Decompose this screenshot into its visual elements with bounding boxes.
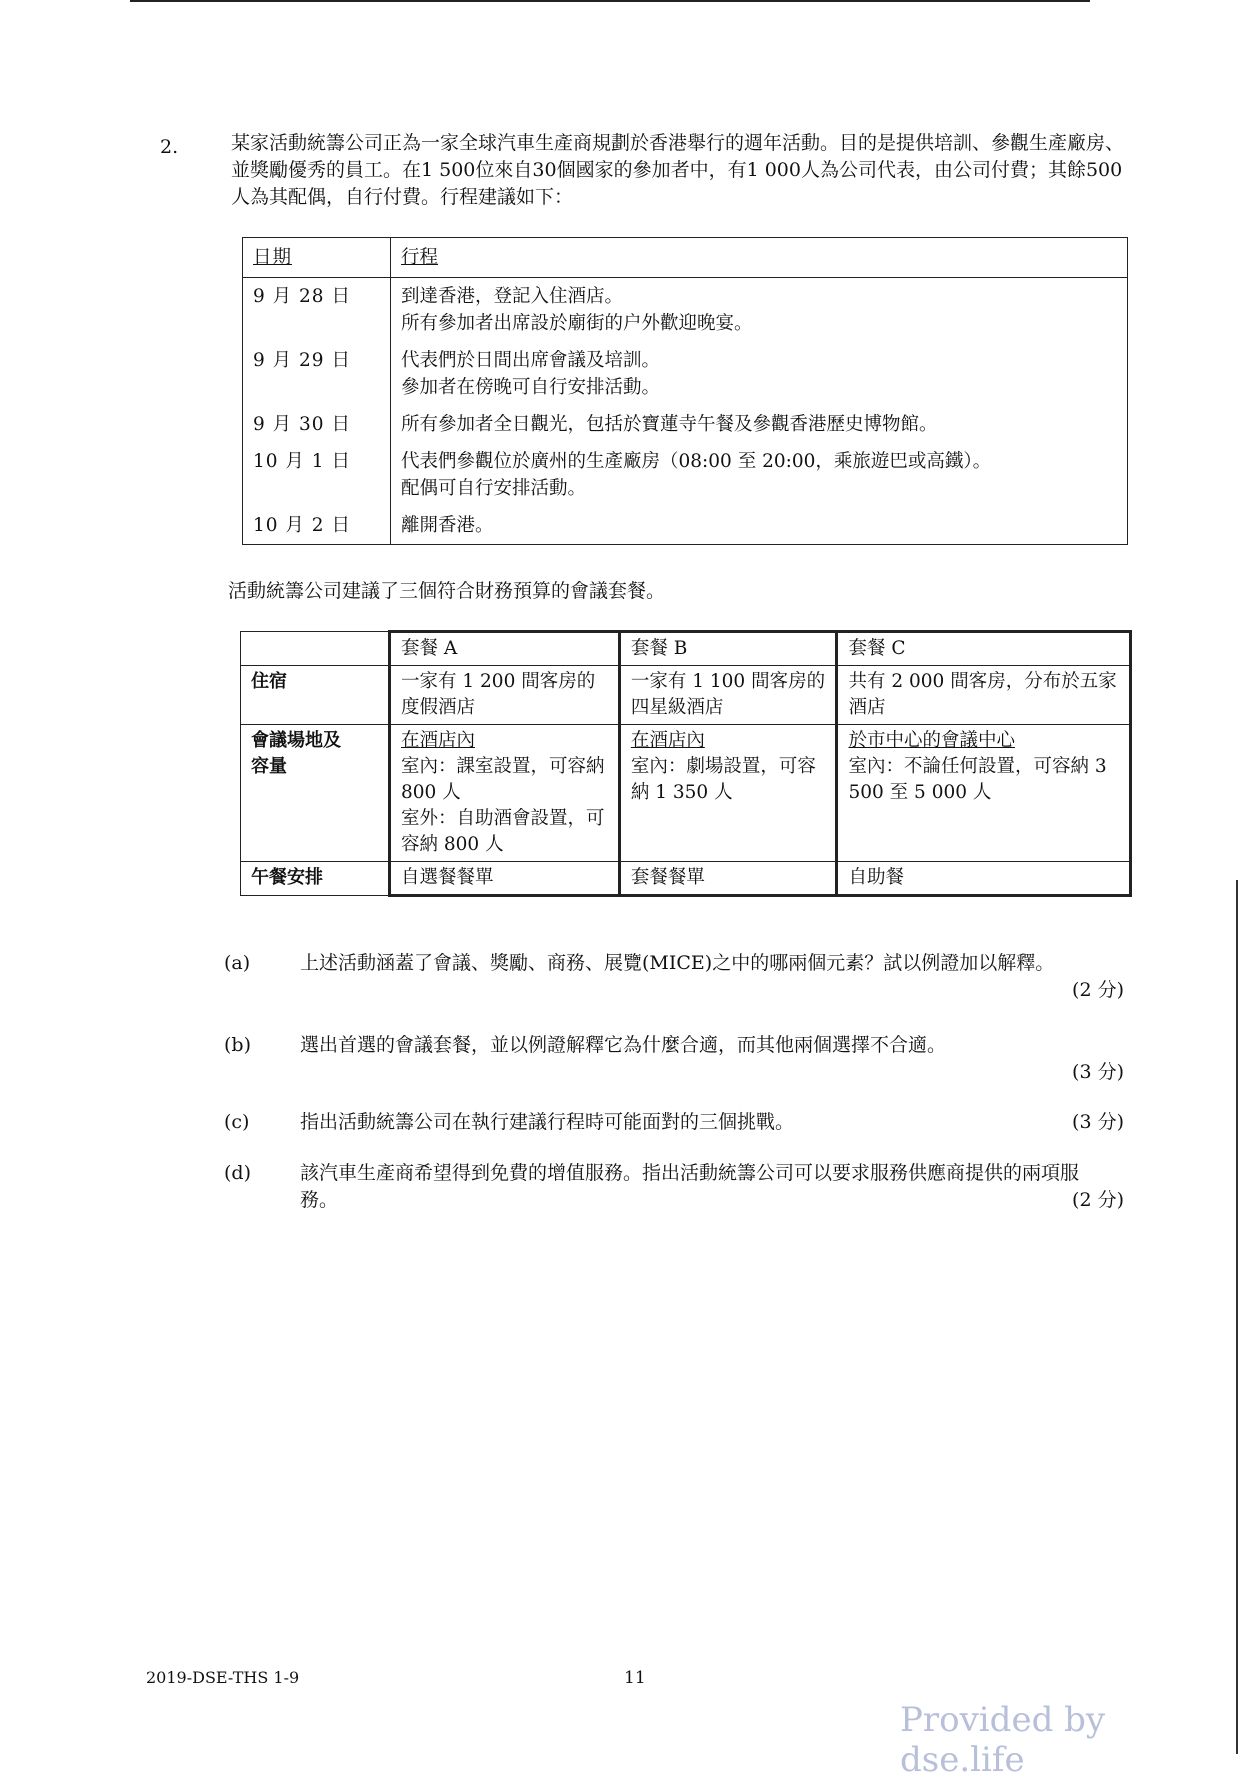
itinerary-line: 代表們於日間出席會議及培訓。: [401, 350, 661, 371]
packages-intro: 活動統籌公司建議了三個符合財務預算的會議套餐。: [228, 580, 666, 602]
part-label: (d): [224, 1162, 251, 1184]
venue-location: 在酒店內: [630, 730, 705, 751]
venue-detail: 室內：課室設置，可容納 800 人: [401, 756, 605, 803]
package-c-lunch: 自助餐: [837, 862, 1131, 896]
part-label: (c): [224, 1111, 250, 1133]
packages-header-row: [241, 632, 1131, 666]
package-a-accommodation: 一家有 1 200 間客房的度假酒店: [390, 666, 620, 725]
itinerary-date: 9 月 30 日: [243, 406, 391, 443]
question-number: 2.: [160, 136, 179, 158]
right-border-line: [1236, 880, 1238, 1754]
itinerary-date: 10 月 2 日: [243, 507, 391, 545]
itinerary-date: 9 月 29 日: [243, 342, 391, 406]
part-text: 選出首選的會議套餐，並以例證解釋它為什麼合適，而其他兩個選擇不合適。: [300, 1034, 947, 1056]
itinerary-line: 離開香港。: [401, 515, 494, 536]
part-marks: (2 分): [1072, 979, 1124, 1001]
venue-label: [241, 725, 390, 862]
itinerary-row: [243, 406, 1128, 443]
venue-label-line: 容量: [251, 756, 287, 777]
part-label: (a): [224, 952, 251, 974]
itinerary-header: 行程: [401, 247, 439, 268]
part-text: 該汽車生產商希望得到免費的增值服務。指出活動統籌公司可以要求服務供應商提供的兩項服務。: [300, 1162, 1080, 1211]
part-label: (b): [224, 1034, 251, 1056]
itinerary-line: 所有參加者全日觀光，包括於寶蓮寺午餐及參觀香港歷史博物館。: [401, 414, 938, 435]
accommodation-row: [241, 666, 1131, 725]
itinerary-line: 到達香港，登記入住酒店。: [401, 286, 624, 307]
venue-location: 於市中心的會議中心: [848, 730, 1015, 751]
package-b-venue: [619, 725, 837, 862]
venue-label-line: 會議場地及: [251, 730, 341, 751]
accommodation-label: 住宿: [241, 666, 390, 725]
package-c-venue: [837, 725, 1131, 862]
lunch-row: [241, 862, 1131, 896]
exam-code: 2019-DSE-THS 1-9: [146, 1668, 300, 1687]
venue-location: 在酒店內: [401, 730, 476, 751]
package-c-accommodation: 共有 2 000 間客房，分布於五家酒店: [837, 666, 1131, 725]
itinerary-date: 9 月 28 日: [243, 278, 391, 343]
package-b-lunch: 套餐餐單: [619, 862, 837, 896]
package-b-accommodation: 一家有 1 100 間客房的四星級酒店: [619, 666, 837, 725]
venue-row: [241, 725, 1131, 862]
itinerary-date: 10 月 1 日: [243, 443, 391, 507]
part-text: 指出活動統籌公司在執行建議行程時可能面對的三個挑戰。: [300, 1111, 795, 1133]
package-c-header: 套餐 C: [837, 632, 1131, 666]
top-border-line: [130, 0, 1090, 2]
package-b-header: 套餐 B: [619, 632, 837, 666]
part-marks: (3 分): [1072, 1111, 1124, 1133]
itinerary-row: [243, 507, 1128, 545]
itinerary-header-row: [243, 238, 1128, 278]
empty-corner-cell: [241, 632, 390, 666]
venue-detail: 室內：劇場設置，可容納 1 350 人: [630, 756, 816, 803]
question-intro: 某家活動統籌公司正為一家全球汽車生產商規劃於香港舉行的週年活動。目的是提供培訓、參觀生產廠房、並獎勵優秀的員工。在1 500位來自30個國家的參加者中，有1 000人為公司代表，由公司付費；其餘500人為其配偶，自行付費。行程建議如下：: [231, 132, 1125, 208]
itinerary-row: [243, 342, 1128, 406]
date-header: 日期: [253, 247, 293, 268]
part-text: 上述活動涵蓋了會議、獎勵、商務、展覽(MICE)之中的哪兩個元素？試以例證加以解釋。: [300, 952, 1055, 974]
venue-detail: 室內：不論任何設置，可容納 3 500 至 5 000 人: [848, 756, 1107, 803]
package-a-header: 套餐 A: [390, 632, 620, 666]
question-part-b: [224, 1032, 1124, 1088]
packages-table: [240, 630, 1132, 897]
lunch-label: 午餐安排: [241, 862, 390, 896]
itinerary-line: 代表們參觀位於廣州的生產廠房（08:00 至 20:00，乘旅遊巴或高鐵）。: [401, 451, 992, 472]
itinerary-line: 參加者在傍晚可自行安排活動。: [401, 377, 661, 398]
itinerary-line: 配偶可自行安排活動。: [401, 478, 587, 499]
itinerary-row: [243, 278, 1128, 343]
package-a-venue: [390, 725, 620, 862]
part-marks: (2 分): [1072, 1189, 1124, 1211]
package-a-lunch: 自選餐餐單: [390, 862, 620, 896]
question-part-c: [224, 1109, 1124, 1139]
venue-detail: 室外：自助酒會設置，可容納 800 人: [401, 808, 605, 855]
page-number: 11: [624, 1668, 646, 1688]
question-part-a: [224, 950, 1124, 1006]
itinerary-row: [243, 443, 1128, 507]
question-part-d: [224, 1160, 1124, 1216]
watermark: Provided by dse.life: [900, 1700, 1106, 1780]
itinerary-line: 所有參加者出席設於廟街的户外歡迎晚宴。: [401, 313, 753, 334]
itinerary-table: [242, 237, 1128, 545]
part-marks: (3 分): [1072, 1061, 1124, 1083]
